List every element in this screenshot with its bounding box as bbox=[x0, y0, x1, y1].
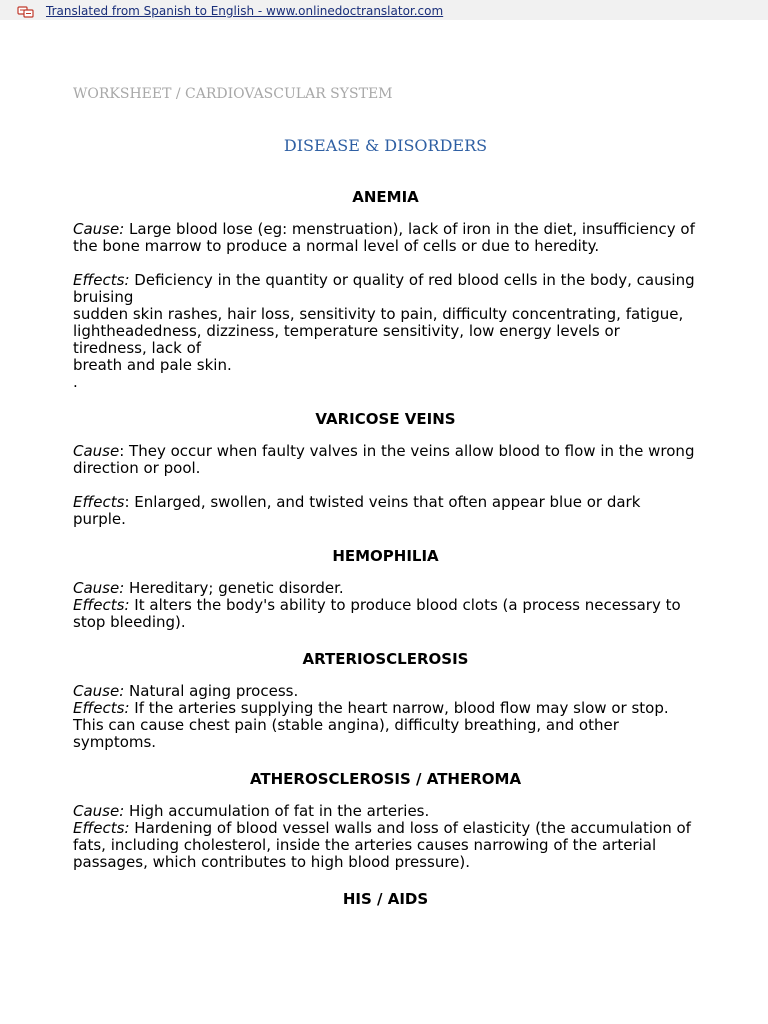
section-heading: HIS / AIDS bbox=[342, 890, 429, 908]
effects-text: Hardening of blood vessel walls and loss of elasticity (the accumulation of fats, including cholesterol, inside the arteries causes narrowing of the arterial passages, which contributes to high blood pressure). bbox=[73, 819, 691, 871]
section-anemia bbox=[73, 187, 698, 391]
effects-paragraph bbox=[73, 700, 698, 751]
cause-label: Cause: bbox=[73, 682, 125, 700]
effects-text: If the arteries supplying the heart narrow, blood flow may slow or stop. This can cause chest pain (stable angina), difficulty breathing, and other symptoms. bbox=[73, 699, 669, 751]
section-heading: ANEMIA bbox=[352, 188, 419, 206]
cause-label: Cause: bbox=[73, 802, 125, 820]
effects-label: Effects: bbox=[73, 271, 130, 289]
effects-paragraph bbox=[73, 820, 698, 871]
effects-paragraph bbox=[73, 494, 698, 528]
effects-text: : Enlarged, swollen, and twisted veins that often appear blue or dark purple. bbox=[73, 493, 641, 528]
worksheet-header: WORKSHEET / CARDIOVASCULAR SYSTEM bbox=[73, 86, 393, 102]
section-hemophilia bbox=[73, 546, 698, 631]
effects-label: Effects: bbox=[73, 596, 130, 614]
section-atherosclerosis bbox=[73, 769, 698, 871]
translate-icon bbox=[17, 3, 35, 15]
effects-label: Effects bbox=[73, 493, 125, 511]
cause-label: Cause: bbox=[73, 220, 125, 238]
effects-label: Effects: bbox=[73, 699, 130, 717]
cause-label: Cause bbox=[73, 442, 120, 460]
section-his-aids bbox=[73, 889, 698, 909]
effects-line: Deficiency in the quantity or quality of red blood cells in the body, causing bruising bbox=[73, 271, 695, 306]
cause-label: Cause: bbox=[73, 579, 125, 597]
effects-paragraph bbox=[73, 597, 698, 631]
section-varicose-veins bbox=[73, 409, 698, 528]
cause-paragraph bbox=[73, 580, 698, 597]
cause-paragraph bbox=[73, 683, 698, 700]
effects-text: It alters the body's ability to produce blood clots (a process necessary to stop bleeding). bbox=[73, 596, 681, 631]
effects-line: sudden skin rashes, hair loss, sensitivity to pain, difficulty concentrating, fatigue, bbox=[73, 305, 684, 323]
effects-line: . bbox=[73, 373, 78, 391]
document-page bbox=[73, 85, 698, 909]
section-heading: ATHEROSCLEROSIS / ATHEROMA bbox=[249, 770, 522, 788]
section-heading: VARICOSE VEINS bbox=[315, 410, 456, 428]
cause-text: : They occur when faulty valves in the veins allow blood to flow in the wrong direction or pool. bbox=[73, 442, 695, 477]
cause-paragraph bbox=[73, 221, 698, 255]
effects-label: Effects: bbox=[73, 819, 130, 837]
cause-text: Natural aging process. bbox=[124, 682, 299, 700]
cause-paragraph bbox=[73, 803, 698, 820]
effects-line: lightheadedness, dizziness, temperature sensitivity, low energy levels or tiredness, lack of bbox=[73, 322, 620, 357]
document-title: DISEASE & DISORDERS bbox=[283, 136, 488, 155]
cause-text: Large blood lose (eg: menstruation), lack of iron in the diet, insufficiency of the bone marrow to produce a normal level of cells or due to heredity. bbox=[73, 220, 695, 255]
effects-paragraph bbox=[73, 272, 698, 306]
section-heading: ARTERIOSCLEROSIS bbox=[302, 650, 469, 668]
cause-paragraph bbox=[73, 443, 698, 477]
cause-text: Hereditary; genetic disorder. bbox=[124, 579, 344, 597]
section-heading: HEMOPHILIA bbox=[332, 547, 439, 565]
section-arteriosclerosis bbox=[73, 649, 698, 751]
translator-link[interactable]: Translated from Spanish to English - www.onlinedoctranslator.com bbox=[46, 4, 444, 18]
translation-banner bbox=[0, 0, 768, 20]
effects-line: breath and pale skin. bbox=[73, 356, 232, 374]
cause-text: High accumulation of fat in the arteries. bbox=[124, 802, 430, 820]
